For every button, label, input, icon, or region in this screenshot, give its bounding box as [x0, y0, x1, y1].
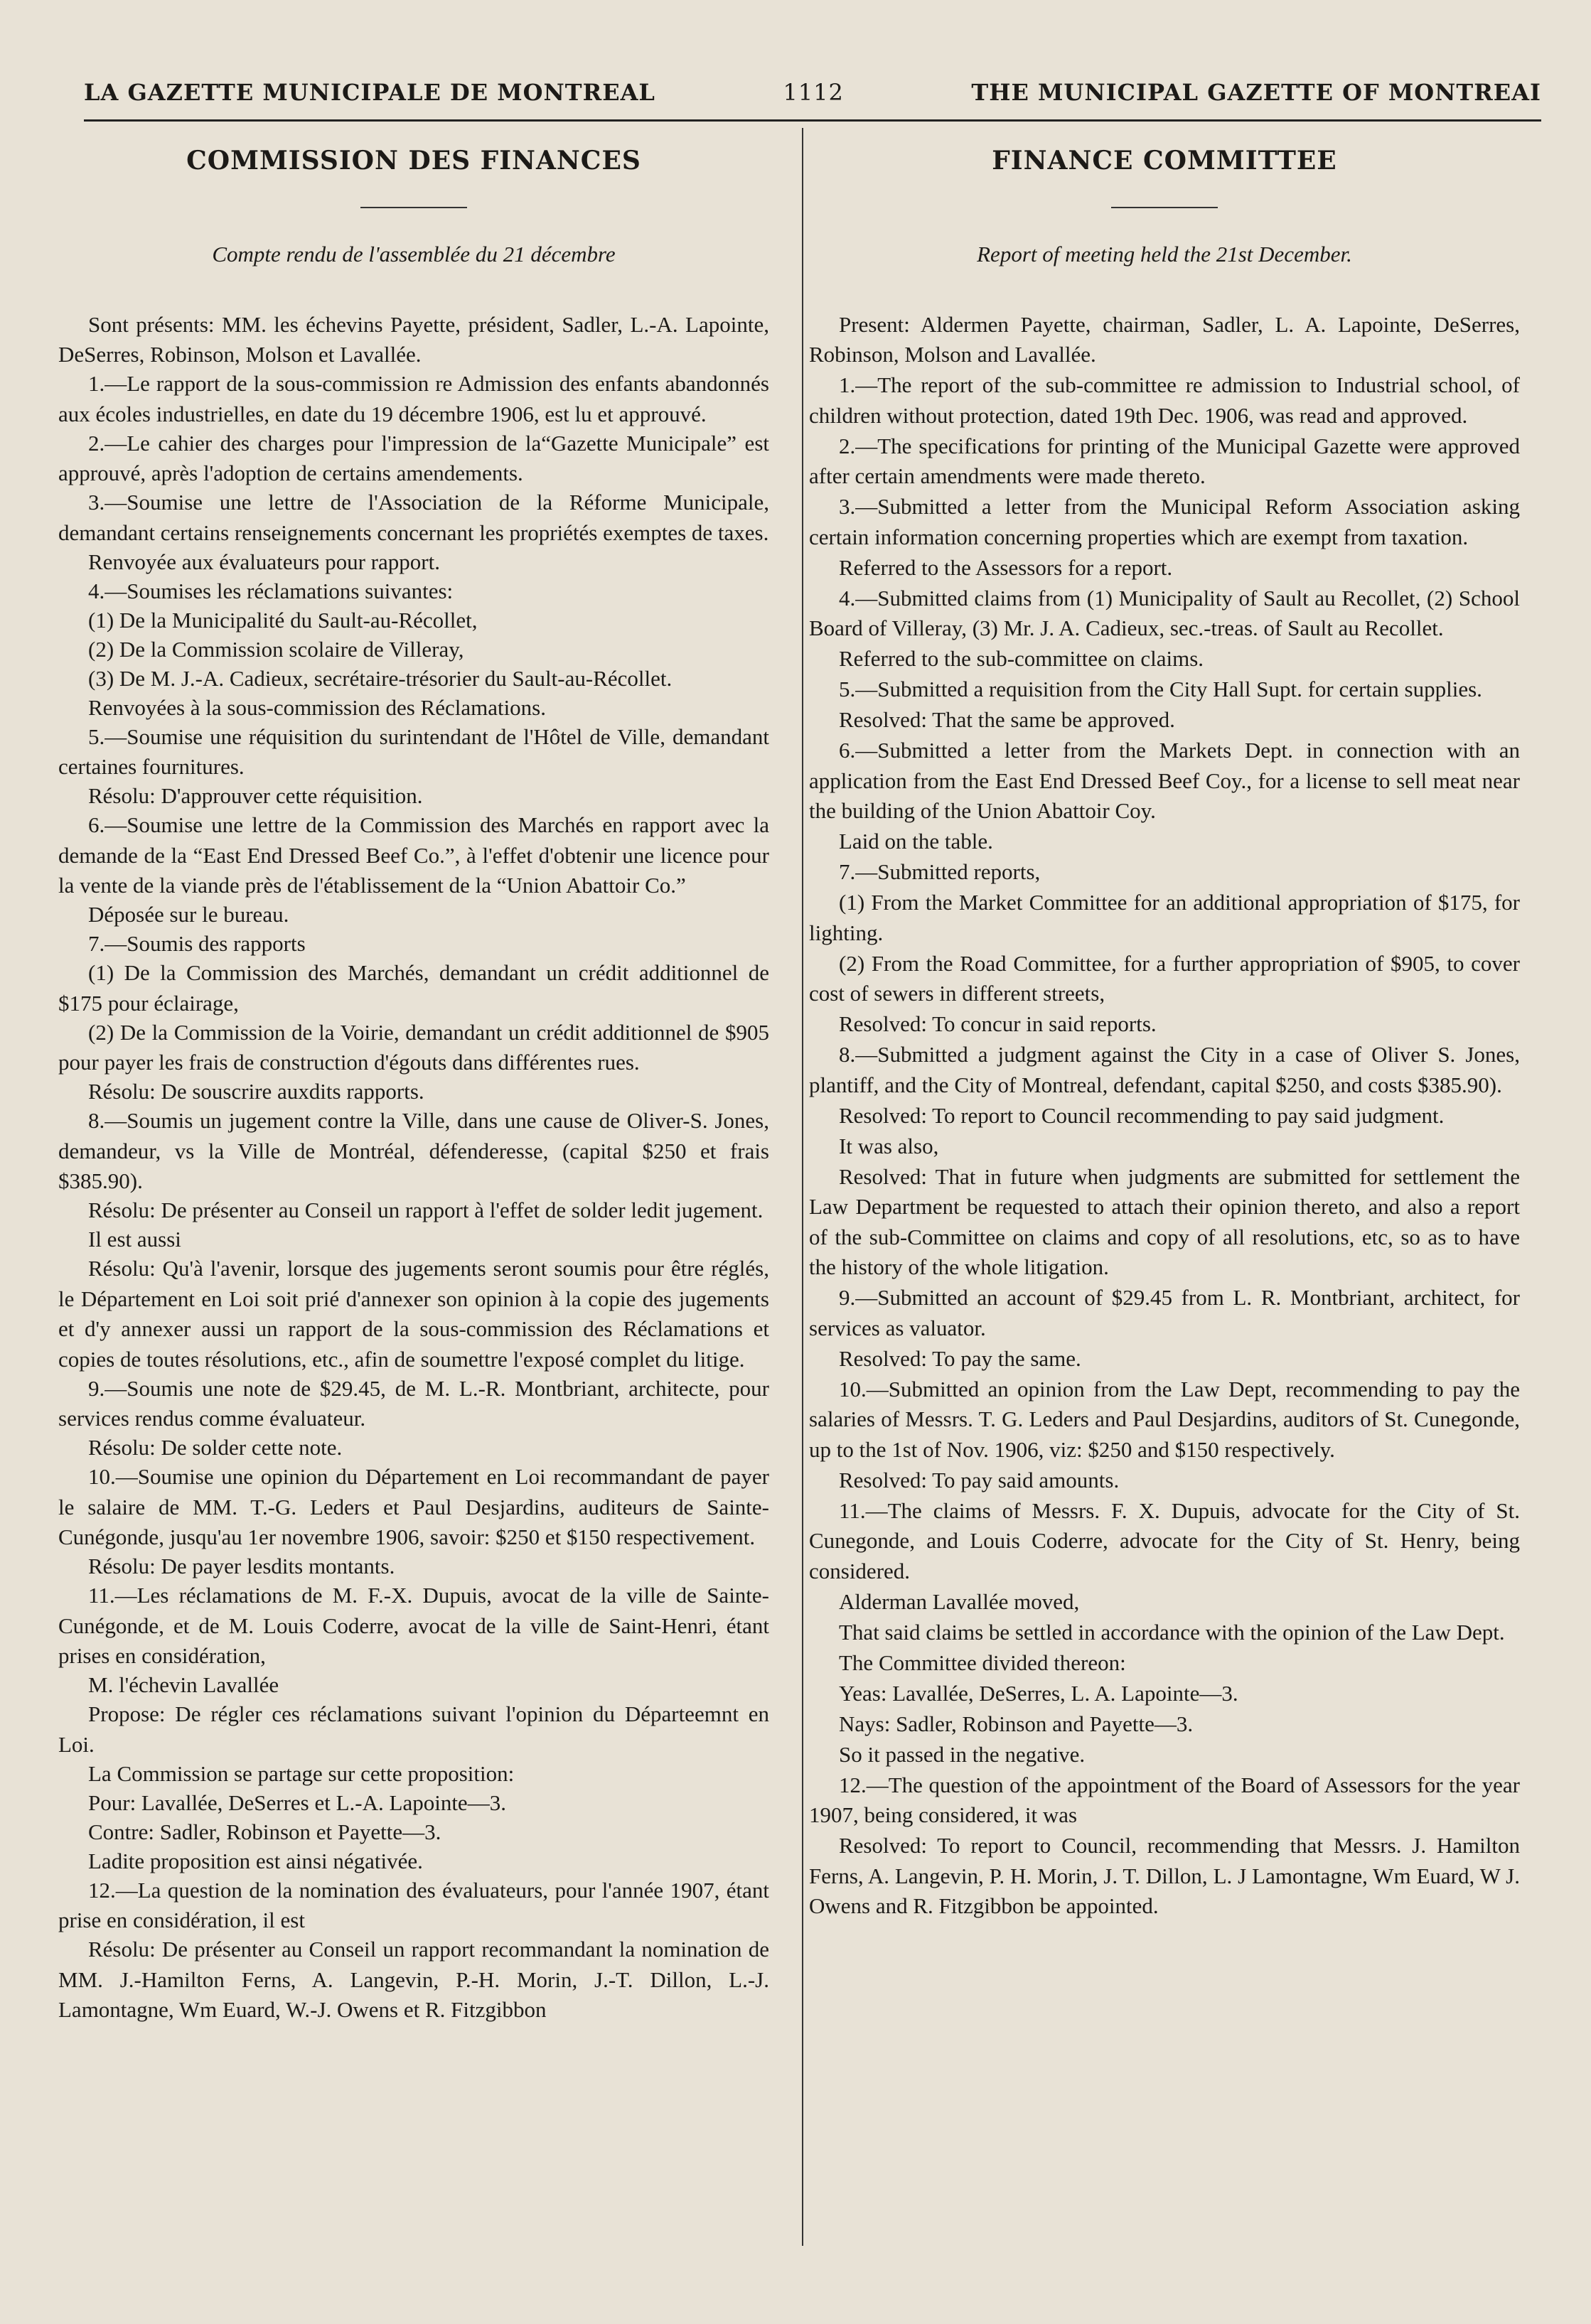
- english-paragraph: Yeas: Lavallée, DeSerres, L. A. Lapointe—3.: [839, 1680, 1238, 1706]
- french-paragraph: M. l'échevin Lavallée: [88, 1672, 279, 1697]
- english-paragraph: 12.—The question of the appointment of the Board of Assessors for the year 1907, being considered, it was: [809, 1772, 1520, 1827]
- french-paragraph: (3) De M. J.-A. Cadieux, secrétaire-trésorier du Sault-au-Récollet.: [88, 665, 673, 691]
- english-paragraph: Referred to the sub-committee on claims.: [839, 646, 1204, 671]
- english-title-rule: [1111, 207, 1218, 208]
- english-subtitle: Report of meeting held the 21st December.: [977, 242, 1352, 267]
- english-paragraph: Laid on the table.: [839, 829, 993, 854]
- header-rule: [84, 119, 1541, 122]
- french-paragraph: Résolu: De payer lesdits montants.: [88, 1554, 395, 1578]
- english-paragraph: 1.—The report of the sub-committee re admission to Industrial school, of children without protection, dated 19th Dec. 1906, was read and approved.: [809, 372, 1520, 428]
- french-paragraph: Résolu: D'approuver cette réquisition.: [88, 783, 423, 808]
- french-paragraph: 12.—La question de la nomination des évaluateurs, pour l'année 1907, étant prise en considération, il est: [58, 1877, 769, 1932]
- english-paragraph: 8.—Submitted a judgment against the City in a case of Oliver S. Jones, plantiff, and the City of Montreal, defendant, capital $250, and costs $385.90).: [809, 1042, 1520, 1097]
- english-paragraph: 6.—Submitted a letter from the Markets Dept. in connection with an application from the East End Dressed Beef Coy., for a license to sell meat near the building of the Union Abattoir Coy.: [809, 738, 1520, 823]
- french-subtitle: Compte rendu de l'assemblée du 21 décembre: [212, 242, 616, 267]
- english-paragraph: Present: Aldermen Payette, chairman, Sadler, L. A. Lapointe, DeSerres, Robinson, Molson and Lavallée.: [809, 311, 1520, 367]
- french-paragraph: 11.—Les réclamations de M. F.-X. Dupuis, avocat de la ville de Sainte-Cunégonde, et de M. Louis Coderre, avocat de la ville de Saint-Henri, étant prises en considération,: [58, 1583, 769, 1668]
- english-paragraph: 7.—Submitted reports,: [839, 859, 1041, 884]
- english-paragraph: Nays: Sadler, Robinson and Payette—3.: [839, 1711, 1194, 1736]
- english-paragraph: Resolved: That the same be approved.: [839, 707, 1175, 732]
- english-paragraph: Alderman Lavallée moved,: [839, 1588, 1080, 1614]
- french-paragraph: (1) De la Municipalité du Sault-au-Récollet,: [88, 607, 478, 633]
- english-paragraph: Resolved: That in future when judgments are submitted for settlement the Law Department be requested to attach their opinion thereto, and also a report of the sub-Committee on claims and copy of all resolutions, etc, so as to have the history of the whole litigation.: [809, 1163, 1520, 1279]
- english-paragraph: So it passed in the negative.: [839, 1741, 1086, 1767]
- french-paragraph: 9.—Soumis une note de $29.45, de M. L.-R. Montbriant, architecte, pour services rendus comme évaluateur.: [58, 1375, 769, 1431]
- french-paragraph: Propose: De régler ces réclamations suivant l'opinion du Départeemnt en Loi.: [58, 1701, 769, 1757]
- french-paragraph: (2) De la Commission de la Voirie, demandant un crédit additionnel de $905 pour payer les frais de construction d'égouts dans différentes rues.: [58, 1019, 769, 1075]
- french-column: [58, 139, 769, 2024]
- french-paragraph: 8.—Soumis un jugement contre la Ville, dans une cause de Oliver-S. Jones, demandeur, vs la Ville de Montréal, défenderesse, (capital $250 et frais $385.90).: [58, 1108, 769, 1193]
- french-paragraph: Il est aussi: [88, 1227, 181, 1252]
- french-paragraph: 1.—Le rapport de la sous-commission re Admission des enfants abandonnés aux écoles industrielles, en date du 19 décembre 1906, est lu et approuvé.: [58, 371, 769, 426]
- english-paragraph: 3.—Submitted a letter from the Municipal Reform Association asking certain information concerning properties which are exempt from taxation.: [809, 494, 1520, 549]
- english-section-title: FINANCE COMMITTEE: [992, 146, 1337, 176]
- english-paragraph: 4.—Submitted claims from (1) Municipality of Sault au Recollet, (2) School Board of Villeray, (3) Mr. J. A. Cadieux, sec.-treas. of Sault au Recollet.: [809, 585, 1520, 640]
- french-paragraph: Contre: Sadler, Robinson et Payette—3.: [88, 1819, 441, 1844]
- english-body: [809, 310, 1520, 1922]
- french-paragraph: Renvoyée aux évaluateurs pour rapport.: [88, 549, 440, 574]
- french-paragraph: Résolu: De présenter au Conseil un rapport recommandant la nomination de MM. J.-Hamilton Ferns, A. Langevin, P.-H. Morin, J.-T. Dillon, L.-J. Lamontagne, Wm Euard, W.-J. Owens et R. Fitzgibbon: [58, 1937, 769, 2022]
- english-paragraph: (1) From the Market Committee for an additional appropriation of $175, for lighting.: [809, 890, 1520, 945]
- french-paragraph: 2.—Le cahier des charges pour l'impression de la“Gazette Municipale” est approuvé, après l'adoption de certains amendements.: [58, 430, 769, 485]
- french-paragraph: 4.—Soumises les réclamations suivantes:: [88, 578, 454, 603]
- french-body: [58, 310, 769, 2026]
- french-paragraph: Résolu: De présenter au Conseil un rapport à l'effet de solder ledit jugement.: [88, 1198, 764, 1222]
- french-paragraph: Résolu: De solder cette note.: [88, 1435, 343, 1460]
- running-header: [84, 71, 1541, 114]
- english-paragraph: Resolved: To report to Council recommending to pay said judgment.: [839, 1102, 1445, 1128]
- english-paragraph: 2.—The specifications for printing of the Municipal Gazette were approved after certain amendments were made thereto.: [809, 433, 1520, 488]
- french-paragraph: (2) De la Commission scolaire de Villeray,: [88, 636, 464, 662]
- english-paragraph: The Committee divided thereon:: [839, 1650, 1126, 1675]
- english-paragraph: 11.—The claims of Messrs. F. X. Dupuis, advocate for the City of St. Cunegonde, and Louis Coderre, advocate for the City of St. Henry, being considered.: [809, 1497, 1520, 1583]
- french-paragraph: Déposée sur le bureau.: [88, 902, 289, 927]
- english-paragraph: Resolved: To pay the same.: [839, 1345, 1081, 1371]
- english-paragraph: 9.—Submitted an account of $29.45 from L. R. Montbriant, architect, for services as valuator.: [809, 1285, 1520, 1340]
- page-number: 1112: [783, 79, 844, 106]
- english-paragraph: That said claims be settled in accordance with the opinion of the Law Dept.: [839, 1619, 1505, 1645]
- english-paragraph: 10.—Submitted an opinion from the Law Dept, recommending to pay the salaries of Messrs. T. G. Leders and Paul Desjardins, auditors of St. Cunegonde, up to the 1st of Nov. 1906, viz: $250 and $150 respectively.: [809, 1376, 1520, 1462]
- french-paragraph: 10.—Soumise une opinion du Département en Loi recommandant de payer le salaire de MM. T.-G. Leders et Paul Desjardins, auditeurs de Sainte-Cunégonde, jusqu'au 1er novembre 1906, savoir: $250 et $150 respectivement.: [58, 1464, 769, 1549]
- english-paragraph: Resolved: To pay said amounts.: [839, 1467, 1120, 1492]
- english-paragraph: Resolved: To concur in said reports.: [839, 1011, 1157, 1036]
- header-french-title: LA GAZETTE MUNICIPALE DE MONTREAL: [84, 79, 655, 106]
- french-paragraph: Sont présents: MM. les échevins Payette, président, Sadler, L.-A. Lapointe, DeSerres, Robinson, Molson et Lavallée.: [58, 311, 769, 367]
- french-paragraph: 5.—Soumise une réquisition du surintendant de l'Hôtel de Ville, demandant certaines fournitures.: [58, 723, 769, 779]
- french-paragraph: Ladite proposition est ainsi négativée.: [88, 1848, 423, 1873]
- french-paragraph: 7.—Soumis des rapports: [88, 931, 306, 956]
- french-paragraph: 3.—Soumise une lettre de l'Association de la Réforme Municipale, demandant certains renseignements concernant les propriétés exemptes de taxes.: [58, 490, 769, 545]
- column-divider: [802, 128, 803, 2246]
- french-paragraph: La Commission se partage sur cette proposition:: [88, 1760, 515, 1786]
- english-paragraph: Referred to the Assessors for a report.: [839, 554, 1173, 580]
- english-paragraph: (2) From the Road Committee, for a further appropriation of $905, to cover cost of sewers in different streets,: [809, 950, 1520, 1006]
- english-column: [809, 139, 1520, 1922]
- english-paragraph: It was also,: [839, 1133, 939, 1158]
- french-section-title: COMMISSION DES FINANCES: [186, 146, 641, 176]
- french-paragraph: Résolu: Qu'à l'avenir, lorsque des jugements seront soumis pour être réglés, le Département en Loi soit prié d'annexer son opinion à la copie des jugements et d'y annexer aussi un rapport de la sous-commission des Réclamations et copies de toutes résolutions, etc., afin de soumettre l'exposé complet du litige.: [58, 1256, 769, 1372]
- french-paragraph: Résolu: De souscrire auxdits rapports.: [88, 1079, 424, 1104]
- french-paragraph: 6.—Soumise une lettre de la Commission des Marchés en rapport avec la demande de la “East End Dressed Beef Co.”, à l'effet d'obtenir une licence pour la vente de la viande près de l'établissement de la “Union Abattoir Co.”: [58, 812, 769, 898]
- french-paragraph: Renvoyées à la sous-commission des Réclamations.: [88, 694, 546, 720]
- french-paragraph: Pour: Lavallée, DeSerres et L.-A. Lapointe—3.: [88, 1790, 506, 1815]
- header-english-title: THE MUNICIPAL GAZETTE OF MONTREAI: [971, 79, 1541, 106]
- french-paragraph: (1) De la Commission des Marchés, demandant un crédit additionnel de $175 pour éclairage,: [58, 960, 769, 1016]
- english-paragraph: 5.—Submitted a requisition from the City Hall Supt. for certain supplies.: [839, 677, 1482, 701]
- french-title-rule: [360, 207, 467, 208]
- english-paragraph: Resolved: To report to Council, recommending that Messrs. J. Hamilton Ferns, A. Langevin, P. H. Morin, J. T. Dillon, L. J Lamontagne, Wm Euard, W J. Owens and R. Fitzgibbon be appointed.: [809, 1833, 1520, 1918]
